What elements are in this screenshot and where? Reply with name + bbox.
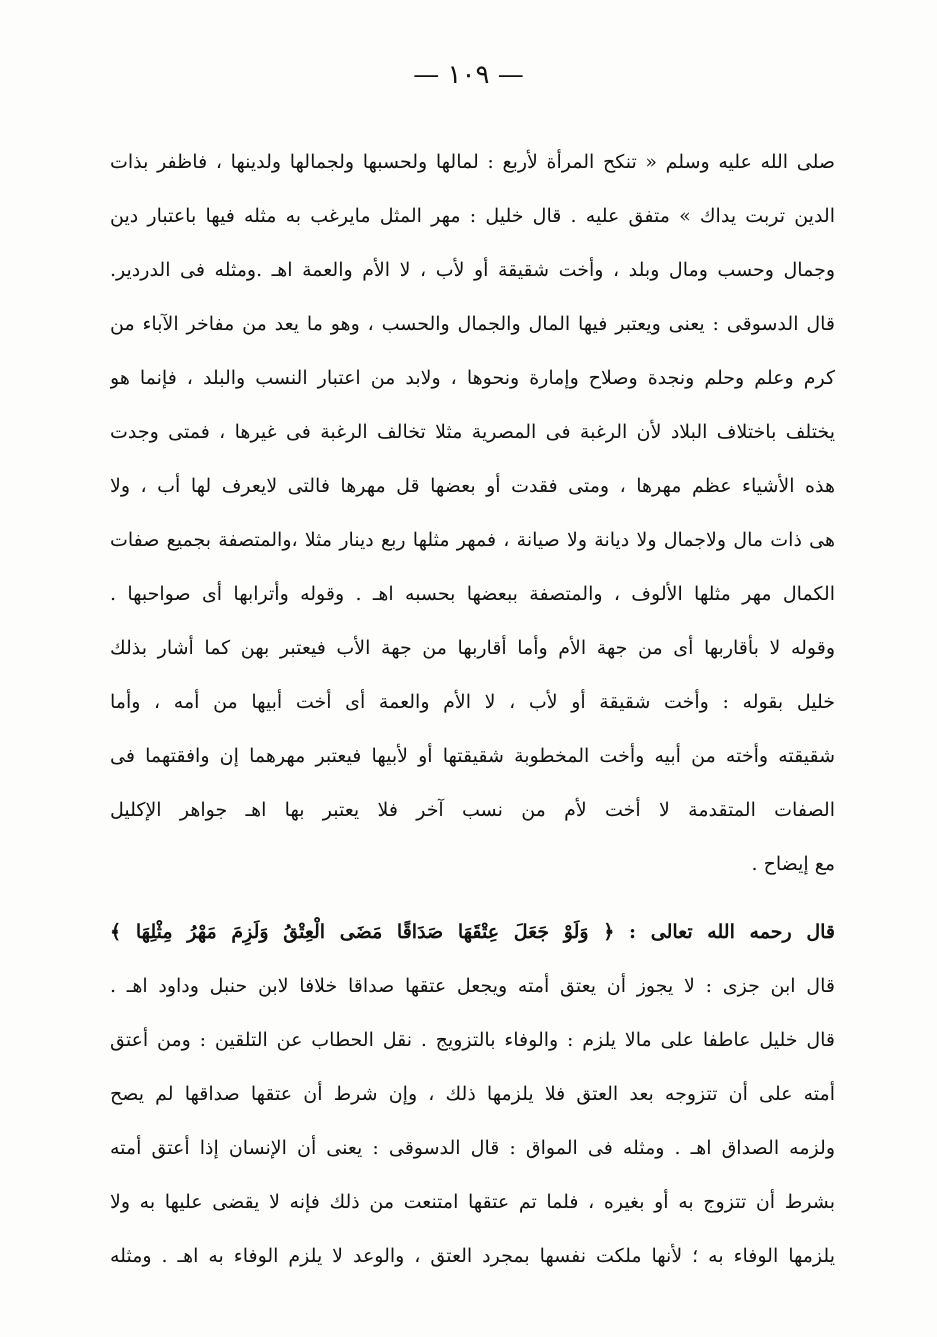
text-line: خليل بقوله : وأخت شقيقة أو لأب ، لا الأم والعمة أى أخت أبيها من أمه ، وأما bbox=[110, 691, 835, 713]
text-line: الصفات المتقدمة لا أخت لأم من نسب آخر فلا يعتبر بها اهـ جواهر الإكليل bbox=[110, 799, 835, 821]
text-line: ولزمه الصداق اهـ . ومثله فى المواق : قال الدسوقى : يعنى أن الإنسان إذا أعتق أمته bbox=[110, 1137, 835, 1159]
text-line: صلى الله عليه وسلم « تنكح المرأة لأربع : لمالها ولحسبها ولجمالها ولدينها ، فاظفر بذات bbox=[110, 151, 835, 173]
text-line: هى ذات مال ولاجمال ولا ديانة ولا صيانة ، فمهر مثلها ربع دينار مثلا ،والمتصفة بجميع صفات bbox=[110, 529, 835, 551]
body-text bbox=[110, 135, 835, 1283]
text-line: مع إيضاح . bbox=[751, 853, 835, 875]
text-line: وجمال وحسب ومال وبلد ، وأخت شقيقة أو لأب ، لا الأم والعمة اهـ .ومثله فى الدردير. bbox=[110, 259, 835, 281]
text-line: وقوله لا بأقاربها أى من جهة الأم وأما أقاربها من جهة الأب فيعتبر بهن كما أشار بذلك bbox=[110, 637, 835, 659]
text-line: شقيقته وأخته من أبيه وأخت المخطوبة شقيقتها أو لأبيها فيعتبر مهرهما إن وافقتهما فى bbox=[110, 745, 835, 767]
text-line: قال الدسوقى : يعنى ويعتبر فيها المال والجمال والحسب ، وهو ما يعد من مفاخر الآباء من bbox=[110, 313, 835, 335]
paragraph-gap bbox=[110, 891, 835, 905]
verse-line: قال رحمه الله تعالى : ﴿ وَلَوْ جَعَلَ عِتْقَهَا صَدَاقًا مَضَى الْعِتْقُ وَلَزِمَ مَهْرُ مِثْلِهَا ﴾ bbox=[110, 921, 835, 943]
text-line: هذه الأشياء عظم مهرها ، ومتى فقدت أو بعضها قل مهرها فالتى لايعرف لها أب ، ولا bbox=[110, 475, 835, 497]
text-line: قال ابن جزى : لا يجوز أن يعتق أمته ويجعل عتقها صداقا خلافا لابن حنبل وداود اهـ . bbox=[110, 975, 835, 997]
text-line: الكمال مهر مثلها الألوف ، والمتصفة ببعضها بحسبه اهـ . وقوله وأترابها أى صواحبها . bbox=[110, 583, 835, 605]
text-line: الدين تربت يداك » متفق عليه . قال خليل : مهر المثل مايرغب به مثله فيها باعتبار دين bbox=[110, 205, 835, 227]
text-line: أمته على أن تتزوجه بعد العتق فلا يلزمها ذلك ، وإن شرط أن عتقها صداقها لم يصح bbox=[110, 1083, 835, 1105]
text-line: يختلف باختلاف البلاد لأن الرغبة فى المصرية مثلا تخالف الرغبة فى غيرها ، فمتى وجدت bbox=[110, 421, 835, 443]
text-line: كرم وعلم وحلم ونجدة وصلاح وإمارة ونحوها ، ولابد من اعتبار النسب والبلد ، فإنما هو bbox=[110, 367, 835, 389]
text-line: قال خليل عاطفا على مالا يلزم : والوفاء بالتزويج . نقل الحطاب عن التلقين : ومن أعتق bbox=[110, 1029, 835, 1051]
page-number: — ١٠٩ — bbox=[413, 60, 524, 90]
text-line: يلزمها الوفاء به ؛ لأنها ملكت نفسها بمجرد العتق ، والوعد لا يلزم الوفاء به اهـ . ومثله bbox=[110, 1245, 835, 1267]
text-line: بشرط أن تتزوج به أو بغيره ، فلما تم عتقها امتنعت من ذلك فإنه لا يقضى عليها به ولا bbox=[110, 1191, 835, 1213]
